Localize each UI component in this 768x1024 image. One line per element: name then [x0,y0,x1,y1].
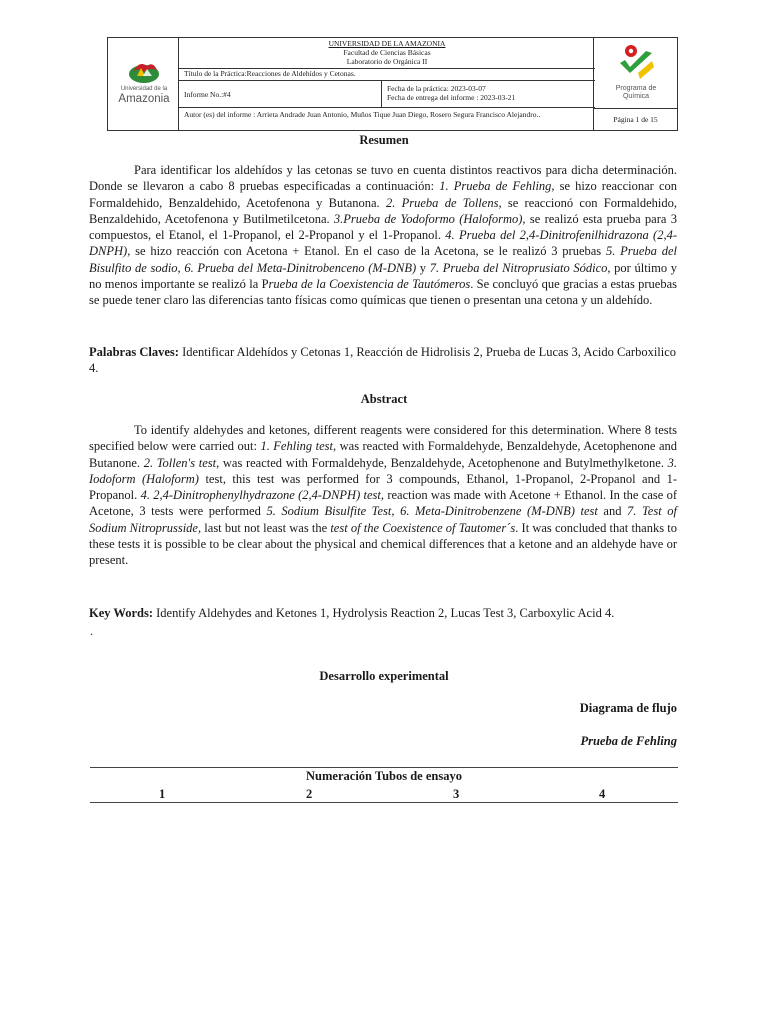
italic-run: 3.Prueba de Yodoformo (Haloformo), [333,211,526,226]
italic-run: 5. Prueba del Bisulfito de sodio, 6. Prueba del Meta-Dinitrobenceno (M-DNB) [89,244,677,275]
university-logo-cell [108,38,179,130]
desarrollo-heading: Desarrollo experimental [319,669,449,683]
authors: Autor (es) del informe : Arrieta Andrade Juan Antonio, Muños Tique Juan Diego, Rosero Segura Francisco Alejandro.. [184,110,541,119]
italic-run: 7. Prueba del Nitroprusiato Sódico, [429,260,611,275]
institution-cell [179,38,595,69]
university-emblem-icon [127,58,161,84]
keywords-text: Identify Aldehydes and Ketones 1, Hydrolysis Reaction 2, Lucas Test 3, Carboxylic Acid 4. [153,606,615,620]
logo-right-line1: Programa de [615,85,657,92]
text-run: , se hizo reaccionar con Formaldehido, Benzaldehido, Acetofenona y Butanona. [89,179,677,210]
chemistry-program-icon [616,43,656,83]
keywords-label: Key Words: [89,606,154,620]
faculty-name: Facultad de Ciencias Básicas [343,48,431,57]
diagrama-heading: Diagrama de flujo [579,701,677,715]
tube-number: 3 [453,787,460,801]
text-run: se reaccionó con Formaldehido, Benzaldehido, Acetofenona y Butilmetilcetona. [89,195,677,226]
palabras-claves [89,344,677,377]
italic-run: 1. Fehling test [260,439,334,454]
report-header-table [107,37,678,131]
text-run: por último y no menos importante se realizó la P [89,260,678,292]
logo-right-line2: Química [622,93,650,100]
university-logo [114,58,174,105]
university-name: UNIVERSIDAD DE LA AMAZONIA [328,39,446,48]
italic-run: 2. Tollen's test [143,455,217,470]
italic-run: 4. Prueba del 2,4-Dinitrofenilhidrazona (2,4-DNPH), [89,228,677,259]
stray-dot: . [90,624,93,638]
tube-number: 2 [306,787,313,801]
text-run: y [416,260,430,275]
text-run: To identify aldehydes and ketones, different reagents were considered for this determination. Where 8 tests specified below were carried out: [89,423,677,454]
tubes-table-title: Numeración Tubos de ensayo [306,769,462,783]
program-logo-cell [593,38,677,109]
fehling-heading: Prueba de Fehling [580,734,677,748]
italic-run: 7. Test of Sodium Nitroprusside, [89,504,677,535]
text-run: se realizó esta prueba para 3 compuestos, el Etanol, el 1-Propanol, el 2-Propanol y el 1-Propanol. [89,211,677,243]
tube-number: 1 [159,787,166,801]
italic-run: 3. Iodoform (Haloform) [89,455,677,486]
key-words [89,605,677,621]
page-number: Página 1 de 15 [593,109,677,130]
practice-date: Fecha de la práctica: 2023-03-07 [387,84,486,93]
dates-cell [382,81,595,108]
table-header-rule [90,802,678,803]
keywords-label: Palabras Claves: [89,345,179,359]
logo-left-small-text: Universidad de la [120,86,168,92]
text-run: , was reacted with Formaldehyde, Benzaldehyde, Acetophenone and Butylmethylketone. [216,455,668,470]
text-run: Para identificar los aldehídos y las cetonas se tuvo en cuenta distintos reactivos para dicha determinación. Donde se llevaron a cabo 8 pruebas especificadas a continuación: [89,163,677,194]
italic-run: 5. Sodium Bisulfite Test, 6. Meta-Dinitrobenzene (M-DNB) test [266,504,598,519]
abstract-heading: Abstract [360,392,408,406]
italic-run: 4. 2,4-Dinitrophenylhydrazone (2,4-DNPH) test, [140,488,385,503]
resumen-heading: Resumen [359,133,409,147]
program-logo [594,43,678,101]
table-top-rule [90,767,678,768]
logo-left-big-text: Amazonia [118,93,170,105]
text-run: . It was concluded that thanks to these tests it is possible to be clear about the physical and chemical differences that a ketone and an aldehyde have or present. [89,520,677,568]
tube-number: 4 [599,787,606,801]
text-run: test, this test was performed for 3 compounds, Ethanol, 1-Propanol, 2-Propanol and 1-Propanol. [89,471,678,503]
italic-run: rueba de la Coexistencia de Tautómeros [268,277,471,292]
keywords-text: Identificar Aldehídos y Cetonas 1, Reacción de Hidrolisis 2, Prueba de Lucas 3, Acido Carboxilico 4. [89,345,677,376]
abstract-paragraph [89,422,677,569]
text-run: and [597,504,628,519]
delivery-date: Fecha de entrega del informe : 2023-03-21 [387,93,516,102]
text-run: last but not least was the [201,520,331,535]
resumen-paragraph [89,162,677,309]
text-run: , was reacted with Formaldehyde, Benzaldehyde, Acetophenone and Butanone. [89,439,677,470]
text-run: reaction was made with Acetone + Ethanol. In the case of Acetone, 3 tests were performed [89,488,677,519]
lab-name: Laboratorio de Orgánica II [346,57,428,66]
text-run: . Se concluyó que gracias a estas pruebas se puede tener claro las diferencias tanto físicas como químicas que tienen o presentan una cetona y un aldehído. [89,277,677,308]
italic-run: test of the Coexistence of Tautomer´s [330,520,516,535]
italic-run: 1. Prueba de Fehling [439,179,552,194]
text-run: se hizo reacción con Acetona + Etanol. En el caso de la Acetona, se le realizó 3 pruebas [130,244,606,259]
practice-title: Título de la Práctica:Reacciones de Aldehídos y Cetonas. [179,69,595,81]
report-number: Informe No.:#4 [179,81,382,108]
italic-run: 2. Prueba de Tollens, [385,195,502,210]
